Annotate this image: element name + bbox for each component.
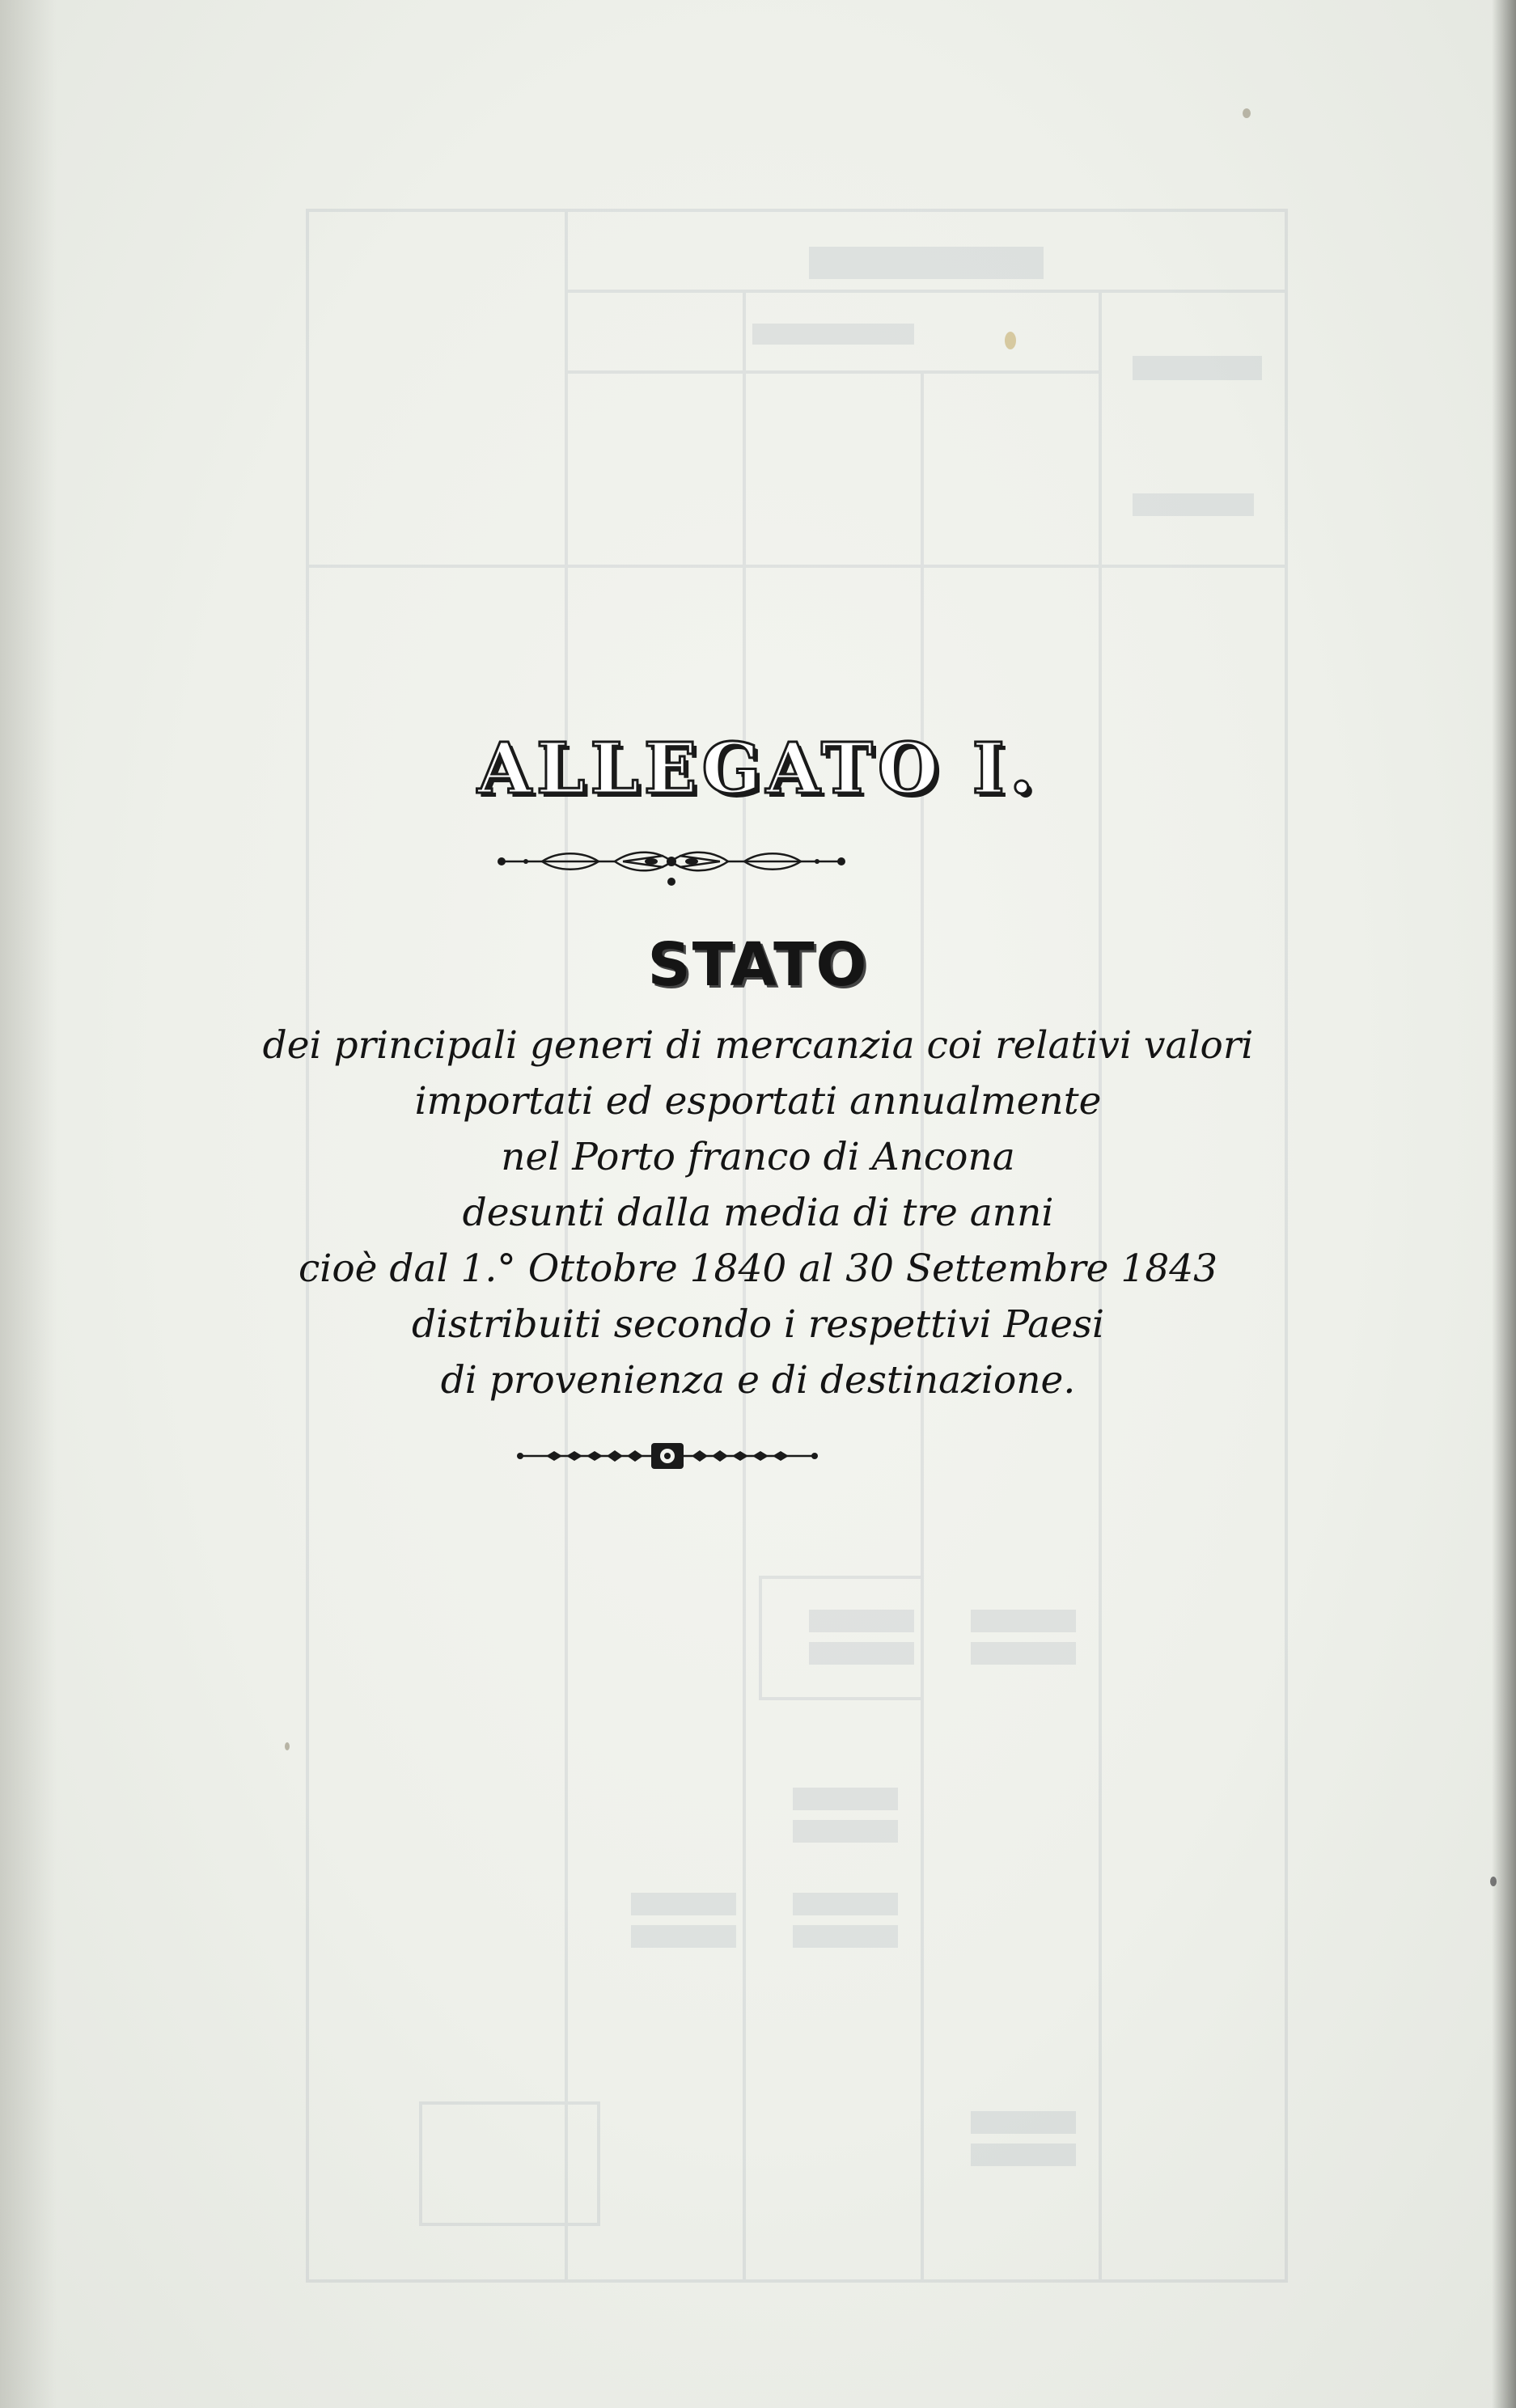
description-line: nel Porto franco di Ancona (501, 1135, 1015, 1179)
flourish-ornament-icon (493, 833, 849, 890)
chain-ornament-icon (514, 1432, 821, 1480)
description-line: di provenienza e di destinazione. (440, 1358, 1076, 1403)
heading-stato: STATO (647, 930, 869, 1000)
description-line: desunti dalla media di tre anni (462, 1191, 1054, 1235)
paper-speck (1005, 332, 1016, 349)
description-block (121, 1018, 1395, 1408)
heading-allegato: ALLEGATO I. (477, 728, 1039, 810)
paper-speck (1243, 108, 1251, 118)
description-line: cioè dal 1.° Ottobre 1840 al 30 Settembre 1843 (298, 1246, 1218, 1291)
paper-speck (285, 1742, 290, 1750)
description-line: importati ed esportati annualmente (414, 1079, 1102, 1124)
description-line: distribuiti secondo i respettivi Paesi (411, 1302, 1105, 1347)
description-line: dei principali generi di mercanzia coi relativi valori (262, 1023, 1254, 1068)
page-edge-shadow (1492, 0, 1516, 2408)
